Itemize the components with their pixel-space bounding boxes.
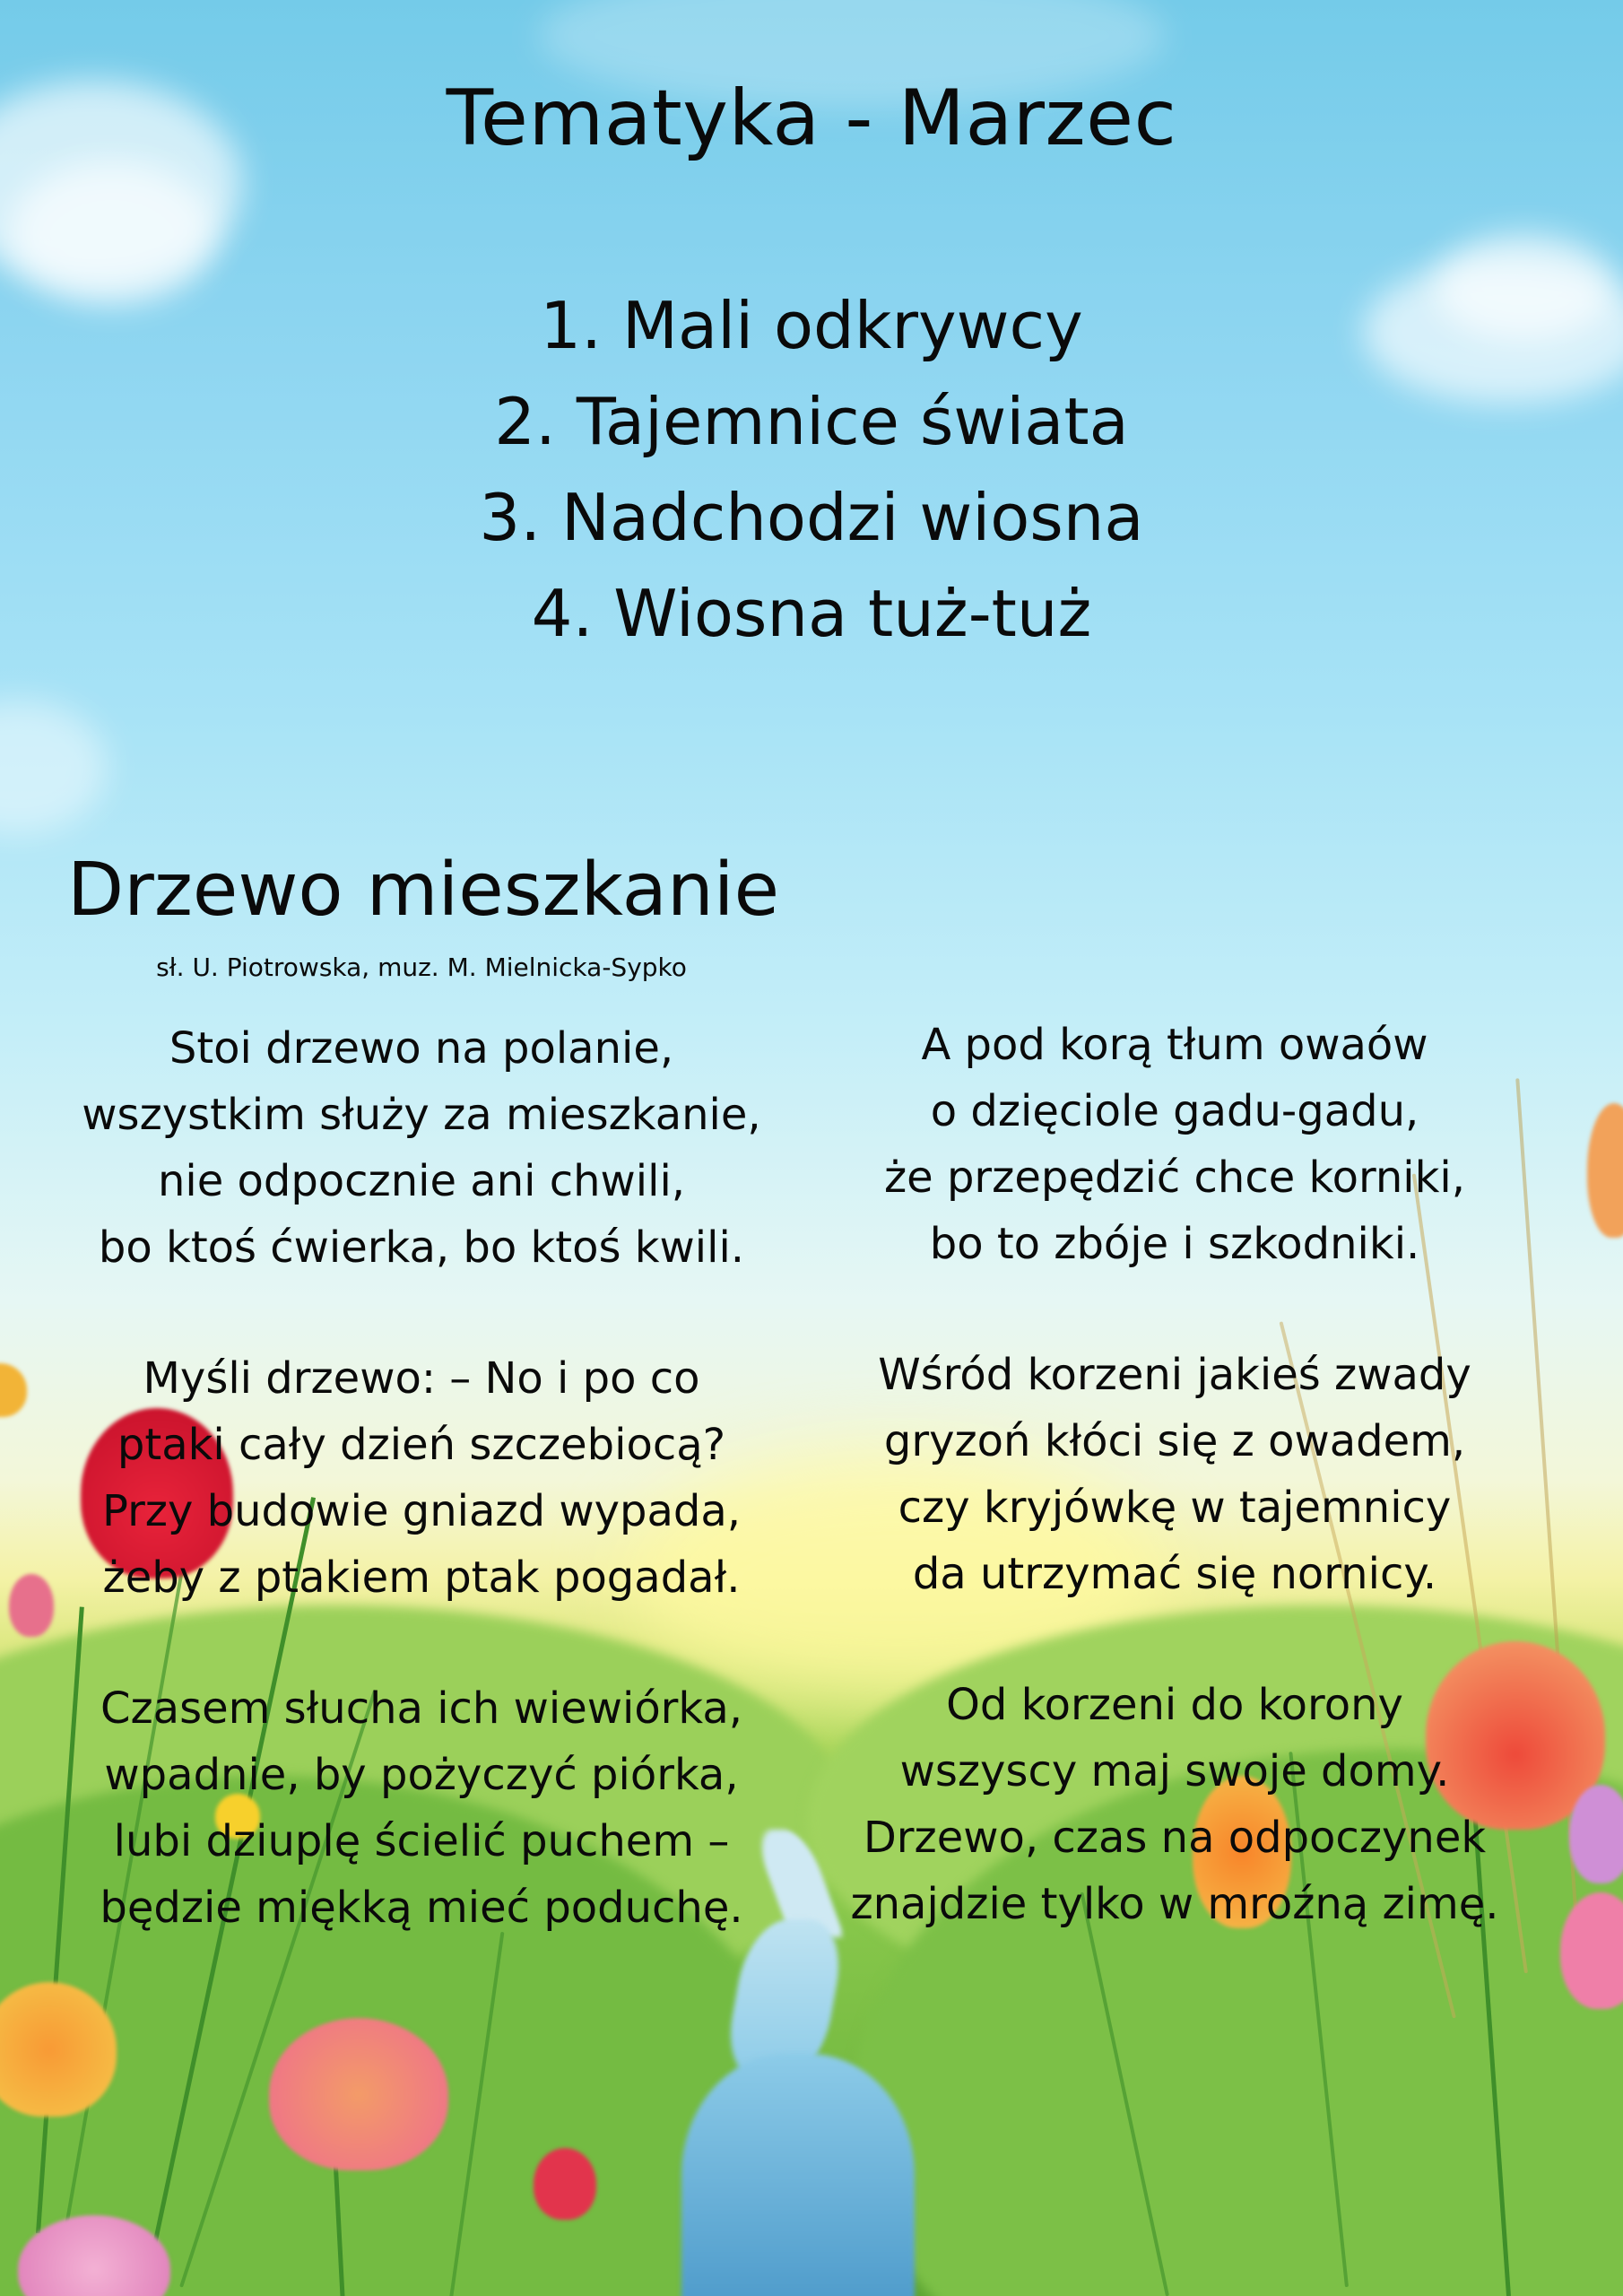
- lyric-line: nie odpocznie ani chwili,: [157, 1156, 686, 1206]
- lyric-line: żeby z ptakiem ptak pogadał.: [102, 1552, 741, 1603]
- lyric-line: że przepędzić chce korniki,: [883, 1152, 1466, 1203]
- topic-item: 2. Tajemnice świata: [494, 384, 1129, 459]
- lyric-line: da utrzymać się nornicy.: [912, 1549, 1437, 1599]
- song-title: Drzewo mieszkanie: [67, 848, 780, 933]
- lyric-line: znajdzie tylko w mroźną zimę.: [850, 1879, 1499, 1929]
- topics-list: [0, 278, 1623, 662]
- lyric-line: czy kryjówkę w tajemnicy: [898, 1483, 1452, 1533]
- lyrics-right-column: [807, 1012, 1542, 2002]
- lyric-line: bo ktoś ćwierka, bo ktoś kwili.: [98, 1222, 745, 1273]
- stanza: [36, 1015, 807, 1281]
- lyric-line: Wśród korzeni jakieś zwady: [878, 1350, 1471, 1400]
- lyric-line: A pod korą tłum owaów: [921, 1020, 1428, 1070]
- topic-item: 4. Wiosna tuż-tuż: [531, 576, 1092, 651]
- song-credit: sł. U. Piotrowska, muz. M. Mielnicka-Sypko: [156, 952, 687, 982]
- lyric-line: wszystkim służy za mieszkanie,: [82, 1090, 761, 1140]
- stanza: [807, 1012, 1542, 1277]
- lyric-line: Przy budowie gniazd wypada,: [101, 1486, 742, 1536]
- topic-item: 1. Mali odkrywcy: [540, 288, 1083, 363]
- lyric-line: Od korzeni do korony: [946, 1680, 1403, 1730]
- lyric-line: wszyscy maj swoje domy.: [899, 1746, 1450, 1796]
- stanza: [36, 1345, 807, 1611]
- lyric-line: gryzoń kłóci się z owadem,: [883, 1416, 1466, 1466]
- lyric-line: ptaki cały dzień szczebiocą?: [117, 1420, 726, 1470]
- lyric-line: wpadnie, by pożyczyć piórka,: [104, 1750, 739, 1800]
- lyric-line: Myśli drzewo: – No i po co: [143, 1353, 700, 1404]
- lyric-line: Drzewo, czas na odpoczynek: [863, 1813, 1487, 1863]
- lyric-line: Stoi drzewo na polanie,: [169, 1023, 674, 1074]
- page-title: Tematyka - Marzec: [446, 74, 1177, 163]
- stanza: [807, 1672, 1542, 1937]
- lyric-line: bo to zbóje i szkodniki.: [929, 1219, 1420, 1269]
- lyric-line: będzie miękką mieć poduchę.: [100, 1883, 743, 1933]
- lyric-line: o dzięciole gadu-gadu,: [930, 1086, 1419, 1136]
- lyric-line: lubi dziuplę ścielić puchem –: [113, 1816, 730, 1866]
- stanza: [36, 1675, 807, 1941]
- lyrics-left-column: [36, 1015, 807, 2005]
- lyric-line: Czasem słucha ich wiewiórka,: [100, 1683, 743, 1734]
- topic-item: 3. Nadchodzi wiosna: [479, 480, 1144, 555]
- stanza: [807, 1342, 1542, 1607]
